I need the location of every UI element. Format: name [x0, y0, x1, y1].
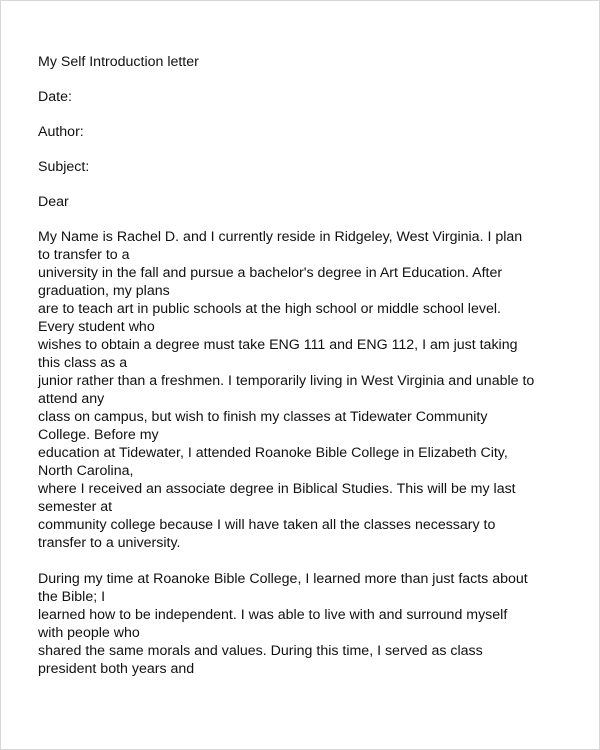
paragraph-line: president both years and	[38, 661, 195, 677]
paragraph-line: During my time at Roanoke Bible College, I learned more than just facts about	[38, 571, 528, 587]
paragraph-line: this class as a	[38, 355, 128, 371]
paragraph-line: university in the fall and pursue a bachelor's degree in Art Education. After	[38, 265, 503, 281]
paragraph-line: where I received an associate degree in Biblical Studies. This will be my last	[38, 481, 516, 497]
paragraph-line: community college because I will have taken all the classes necessary to	[38, 517, 496, 533]
paragraph-line: wishes to obtain a degree must take ENG 111 and ENG 112, I am just taking	[38, 337, 518, 353]
paragraph-line: with people who	[38, 625, 140, 641]
paragraph-1	[38, 228, 578, 552]
paragraph-line: transfer to a university.	[38, 535, 181, 551]
paragraph-2	[38, 570, 578, 678]
paragraph-line: junior rather than a freshmen. I temporarily living in West Virginia and unable to	[38, 373, 535, 389]
paragraph-line: education at Tidewater, I attended Roanoke Bible College in Elizabeth City,	[38, 445, 508, 461]
paragraph-line: to transfer to a	[38, 247, 130, 263]
paragraph-line: College. Before my	[38, 427, 159, 443]
paragraph-line: shared the same morals and values. During this time, I served as class	[38, 643, 483, 659]
paragraph-line: are to teach art in public schools at the high school or middle school level.	[38, 301, 501, 317]
paragraph-line: My Name is Rachel D. and I currently reside in Ridgeley, West Virginia. I plan	[38, 229, 523, 245]
paragraph-gap	[38, 552, 578, 570]
paragraph-line: attend any	[38, 391, 105, 407]
paragraph-line: semester at	[38, 499, 113, 515]
paragraph-line: class on campus, but wish to finish my classes at Tidewater Community	[38, 409, 488, 425]
author-label: Author:	[38, 124, 84, 140]
paragraph-line: learned how to be independent. I was able to live with and surround myself	[38, 607, 508, 623]
salutation: Dear	[38, 194, 69, 210]
letter-content	[38, 53, 578, 678]
paragraph-line: the Bible; I	[38, 589, 106, 605]
paragraph-line: graduation, my plans	[38, 283, 170, 299]
paragraph-line: North Carolina,	[38, 463, 134, 479]
date-label: Date:	[38, 89, 72, 105]
subject-label: Subject:	[38, 159, 90, 175]
paragraph-line: Every student who	[38, 319, 155, 335]
letter-title: My Self Introduction letter	[38, 54, 199, 70]
